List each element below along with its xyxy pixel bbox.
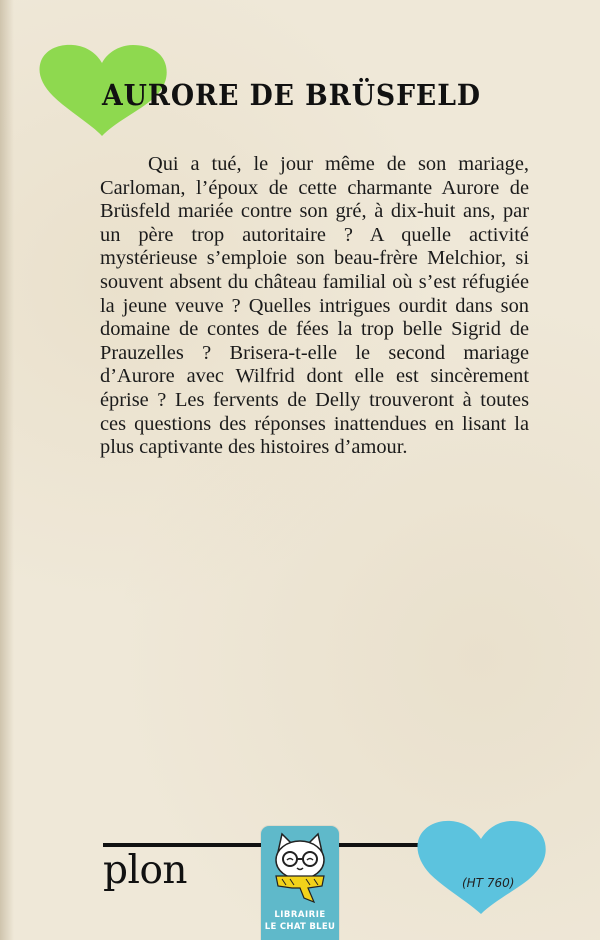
- stamp-line-librairie: LIBRAIRIE: [274, 910, 326, 920]
- blurb-text: Qui a tué, le jour même de son mariage, Carloman, l’époux de cette charmante Aurore de Brüsfeld mariée contre son gré, à dix-huit ans, par un père trop autoritaire ? A quelle activité mystérieuse s’emploie son beau-frère Melchior, si souvent absent du château familial où s’est réfugiée la jeune veuve ? Quelles intrigues ourdit dans son domaine de contes de fées la trop belle Sigrid de Prauzelles ? Brisera-t-elle le second mariage d’Aurore avec Wilfrid dont elle est sincèrement éprise ? Les fervents de Delly trouveront à toutes ces questions des réponses inattendues en lisant la plus captivante des histoires d’amour.: [100, 153, 529, 459]
- blue-heart-icon: [416, 820, 546, 914]
- catalog-code: (HT 760): [462, 876, 515, 890]
- bookshop-stamp: [261, 826, 339, 940]
- book-title: AURORE DE BRÜSFELD: [102, 78, 481, 112]
- stamp-line-chat-bleu: LE CHAT BLEU: [264, 922, 336, 932]
- cover-edge-shadow: [0, 0, 14, 940]
- publisher-logo: plon: [103, 848, 188, 893]
- cat-mascot-icon: [268, 830, 332, 908]
